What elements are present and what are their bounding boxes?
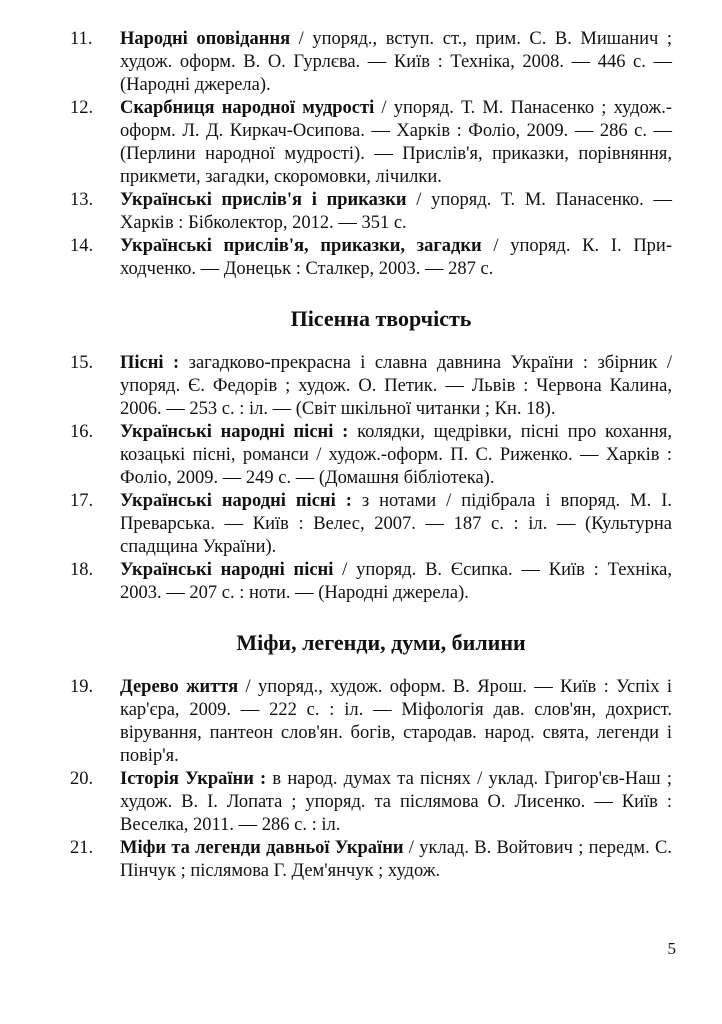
entry-title: Українські прислів'я і приказки <box>120 190 407 210</box>
bibliography-entry <box>70 490 672 559</box>
bibliography-entry <box>70 837 672 883</box>
entry-title: Українські народні пісні <box>120 560 334 580</box>
section-2 <box>70 630 672 883</box>
entry-title: Міфи та легенди давньої України <box>120 838 404 858</box>
entry-title: Українські народні пісні : <box>120 491 352 511</box>
section-heading: Міфи, легенди, думи, билини <box>236 630 526 655</box>
entry-text: в народ. думах та піснях / уклад. Григор'єв-Наш ; худож. В. І. Лопата ; упоряд. та післямова О. Лисенко. — Київ : Веселка, 2011. — 286 с. : іл. <box>120 769 672 835</box>
entry-text: / упоряд. В. Єсипка. — Київ : Техніка, 2003. — 207 с. : ноти. — (Народні джерела). <box>120 560 672 603</box>
bibliography-entry <box>70 352 672 421</box>
entry-text: / упоряд., вступ. ст., прим. С. В. Мишанич ; худож. оформ. В. О. Гурлєва. — Київ : Техніка, 2008. — 446 с. — (Народні джерела). <box>120 29 672 95</box>
entry-title: Історія України : <box>120 769 267 789</box>
entry-body <box>120 768 672 837</box>
page-number: 5 <box>667 939 676 958</box>
entry-body <box>120 235 672 281</box>
entry-title: Пісні : <box>120 353 180 373</box>
entry-body <box>120 421 672 490</box>
entry-title: Українські прислів'я, приказки, загадки <box>120 236 482 256</box>
entry-title: Українські народні пісні : <box>120 422 349 442</box>
entry-number: 18. <box>70 560 94 580</box>
section-0 <box>70 28 672 281</box>
entry-body <box>120 676 672 768</box>
entry-text: / уклад. В. Войтович ; передм. С. Пінчук ; післямова Г. Дем'янчук ; худож. <box>120 838 673 881</box>
entry-text: загадково-прекрасна і славна давнина України : збірник / упоряд. Є. Федорів ; худож. О. Петик. — Львів : Червона Калина, 2006. — 253 с. : іл. — (Світ шкільної читанки ; Кн. 18). <box>120 353 673 419</box>
bibliography-entry <box>70 97 672 189</box>
section-1 <box>70 306 672 605</box>
entry-number: 21. <box>70 838 94 858</box>
bibliography-entry <box>70 189 672 235</box>
entry-body <box>120 97 672 189</box>
entry-title: Народні оповідання <box>120 29 291 49</box>
entry-number: 15. <box>70 353 94 373</box>
bibliography-entry <box>70 768 672 837</box>
entry-number: 14. <box>70 236 94 256</box>
bibliography-entry <box>70 421 672 490</box>
entry-title: Скарбниця народної мудрості <box>120 98 375 118</box>
entry-number: 12. <box>70 98 94 118</box>
entry-text: / упоряд. Т. М. Панасенко ; худож.-оформ. Л. Д. Киркач-Осипова. — Харків : Фоліо, 2009. — 286 с. — (Перлини народної мудрості). — Прислів'я, приказки, порівняння, прикмети, загадки, скоромовки, лічилки. <box>120 98 673 187</box>
bibliography-entry <box>70 28 672 97</box>
bibliography-entry <box>70 559 672 605</box>
entry-text: з нотами / підібрала і впоряд. М. І. Преварська. — Київ : Велес, 2007. — 187 с. : іл. — (Культурна спадщина України). <box>120 491 672 557</box>
entry-text: / упоряд., худож. оформ. В. Ярош. — Київ : Успіх і кар'єра, 2009. — 222 с. : іл. — Міфологія дав. слов'ян, дохрист. вірування, пантеон слов'ян. богів, стародав. народ. свята, легенди і повір'я. <box>120 677 673 766</box>
entry-text: / упоряд. К. І. При-ходченко. — Донецьк : Сталкер, 2003. — 287 с. <box>120 236 672 279</box>
entry-body <box>120 352 672 421</box>
entry-body <box>120 28 672 97</box>
entry-number: 16. <box>70 422 94 442</box>
entry-number: 13. <box>70 190 94 210</box>
entry-body <box>120 490 672 559</box>
bibliography-entry <box>70 676 672 768</box>
entry-body <box>120 189 672 235</box>
entry-title: Дерево життя <box>120 677 239 697</box>
bibliography-entry <box>70 235 672 281</box>
entry-number: 17. <box>70 491 94 511</box>
entry-text: колядки, щедрівки, пісні про кохання, козацькі пісні, романси / худож.-оформ. П. С. Риженко. — Харків : Фоліо, 2009. — 249 с. — (Домашня бібліотека). <box>120 422 672 488</box>
entry-number: 19. <box>70 677 94 697</box>
entry-text: / упоряд. Т. М. Панасенко. — Харків : Бібколектор, 2012. — 351 с. <box>120 190 672 233</box>
entry-number: 11. <box>70 29 93 49</box>
section-heading: Пісенна творчість <box>290 306 472 331</box>
entry-body <box>120 559 672 605</box>
entry-number: 20. <box>70 769 94 789</box>
entry-body <box>120 837 672 883</box>
